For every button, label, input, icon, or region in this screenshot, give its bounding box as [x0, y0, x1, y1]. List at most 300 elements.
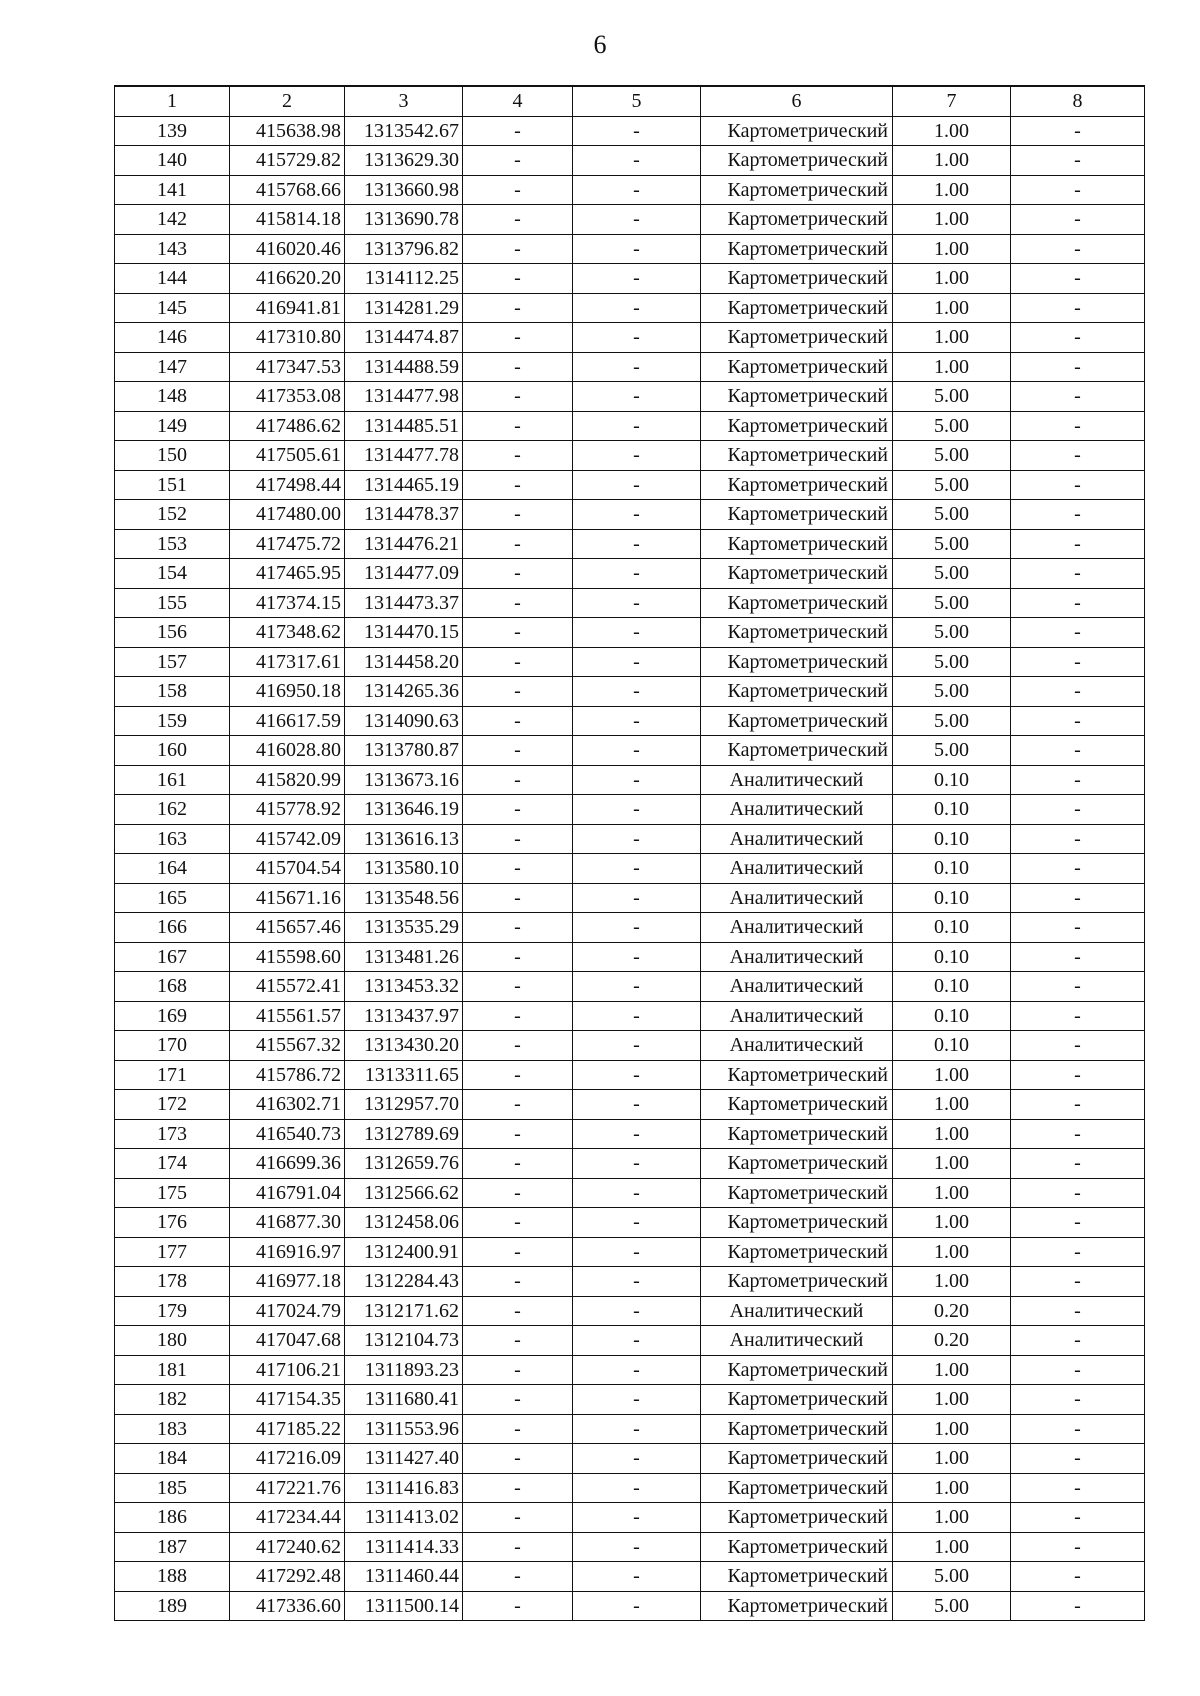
cell-coord-y: 1311427.40 — [345, 1444, 463, 1474]
cell-col-4: - — [463, 1119, 573, 1149]
cell-col-4: - — [463, 706, 573, 736]
cell-method: Картометрический — [701, 1119, 893, 1149]
cell-coord-y: 1311416.83 — [345, 1473, 463, 1503]
cell-coord-x: 417498.44 — [230, 470, 345, 500]
cell-point-number: 163 — [115, 824, 230, 854]
cell-col-5: - — [573, 795, 701, 825]
cell-col-5: - — [573, 1591, 701, 1621]
table-row — [115, 559, 1145, 589]
cell-coord-x: 417486.62 — [230, 411, 345, 441]
cell-method: Картометрический — [701, 1591, 893, 1621]
table-row — [115, 1503, 1145, 1533]
cell-method: Картометрический — [701, 1208, 893, 1238]
cell-col-5: - — [573, 1001, 701, 1031]
cell-accuracy: 5.00 — [893, 411, 1011, 441]
cell-col-5: - — [573, 824, 701, 854]
cell-coord-y: 1313780.87 — [345, 736, 463, 766]
cell-coord-x: 417234.44 — [230, 1503, 345, 1533]
cell-accuracy: 0.10 — [893, 854, 1011, 884]
cell-col-5: - — [573, 1208, 701, 1238]
cell-coord-y: 1314488.59 — [345, 352, 463, 382]
cell-coord-x: 415820.99 — [230, 765, 345, 795]
cell-col-5: - — [573, 382, 701, 412]
cell-point-number: 189 — [115, 1591, 230, 1621]
cell-coord-x: 415704.54 — [230, 854, 345, 884]
cell-coord-x: 417310.80 — [230, 323, 345, 353]
cell-point-number: 165 — [115, 883, 230, 913]
cell-col-8: - — [1011, 1267, 1145, 1297]
cell-coord-x: 416028.80 — [230, 736, 345, 766]
cell-col-5: - — [573, 1562, 701, 1592]
cell-method: Картометрический — [701, 677, 893, 707]
cell-method: Картометрический — [701, 706, 893, 736]
table-row — [115, 264, 1145, 294]
cell-col-5: - — [573, 736, 701, 766]
table-row — [115, 470, 1145, 500]
cell-coord-y: 1314478.37 — [345, 500, 463, 530]
cell-point-number: 144 — [115, 264, 230, 294]
cell-coord-y: 1314265.36 — [345, 677, 463, 707]
cell-coord-x: 417374.15 — [230, 588, 345, 618]
cell-method: Картометрический — [701, 1414, 893, 1444]
table-row — [115, 529, 1145, 559]
cell-accuracy: 1.00 — [893, 146, 1011, 176]
cell-col-8: - — [1011, 1414, 1145, 1444]
cell-col-5: - — [573, 647, 701, 677]
cell-col-8: - — [1011, 264, 1145, 294]
cell-col-8: - — [1011, 1060, 1145, 1090]
cell-col-8: - — [1011, 647, 1145, 677]
cell-accuracy: 1.00 — [893, 1473, 1011, 1503]
table-row — [115, 1385, 1145, 1415]
cell-method: Картометрический — [701, 411, 893, 441]
cell-col-4: - — [463, 1237, 573, 1267]
table-header-row — [115, 86, 1145, 116]
cell-coord-x: 416791.04 — [230, 1178, 345, 1208]
cell-col-5: - — [573, 1296, 701, 1326]
cell-coord-x: 417317.61 — [230, 647, 345, 677]
cell-method: Картометрический — [701, 736, 893, 766]
cell-point-number: 148 — [115, 382, 230, 412]
cell-col-8: - — [1011, 588, 1145, 618]
cell-col-4: - — [463, 1001, 573, 1031]
cell-col-8: - — [1011, 1001, 1145, 1031]
table-row — [115, 1355, 1145, 1385]
cell-col-4: - — [463, 972, 573, 1002]
cell-accuracy: 1.00 — [893, 175, 1011, 205]
cell-coord-y: 1313542.67 — [345, 116, 463, 146]
cell-method: Картометрический — [701, 1060, 893, 1090]
cell-col-5: - — [573, 441, 701, 471]
cell-col-8: - — [1011, 913, 1145, 943]
cell-coord-x: 416540.73 — [230, 1119, 345, 1149]
cell-coord-x: 417106.21 — [230, 1355, 345, 1385]
column-header-5: 5 — [573, 86, 701, 116]
cell-col-4: - — [463, 441, 573, 471]
cell-col-4: - — [463, 146, 573, 176]
cell-accuracy: 1.00 — [893, 116, 1011, 146]
cell-col-5: - — [573, 264, 701, 294]
cell-coord-y: 1314474.87 — [345, 323, 463, 353]
cell-col-5: - — [573, 1532, 701, 1562]
cell-coord-y: 1314473.37 — [345, 588, 463, 618]
cell-coord-x: 416877.30 — [230, 1208, 345, 1238]
cell-col-4: - — [463, 1208, 573, 1238]
cell-coord-y: 1314477.98 — [345, 382, 463, 412]
cell-coord-y: 1313437.97 — [345, 1001, 463, 1031]
cell-method: Картометрический — [701, 559, 893, 589]
cell-col-4: - — [463, 411, 573, 441]
cell-coord-y: 1314458.20 — [345, 647, 463, 677]
cell-col-8: - — [1011, 352, 1145, 382]
cell-point-number: 178 — [115, 1267, 230, 1297]
coordinates-table — [114, 85, 1145, 1621]
table-row — [115, 116, 1145, 146]
cell-coord-y: 1314465.19 — [345, 470, 463, 500]
cell-accuracy: 1.00 — [893, 1532, 1011, 1562]
cell-point-number: 168 — [115, 972, 230, 1002]
cell-col-5: - — [573, 1503, 701, 1533]
cell-coord-y: 1312104.73 — [345, 1326, 463, 1356]
cell-col-8: - — [1011, 382, 1145, 412]
cell-accuracy: 5.00 — [893, 529, 1011, 559]
cell-accuracy: 0.10 — [893, 1031, 1011, 1061]
cell-col-8: - — [1011, 146, 1145, 176]
table-row — [115, 323, 1145, 353]
cell-coord-x: 417047.68 — [230, 1326, 345, 1356]
cell-coord-x: 416977.18 — [230, 1267, 345, 1297]
table-row — [115, 1090, 1145, 1120]
cell-col-5: - — [573, 500, 701, 530]
table-row — [115, 677, 1145, 707]
cell-coord-x: 415742.09 — [230, 824, 345, 854]
cell-point-number: 156 — [115, 618, 230, 648]
cell-coord-x: 417465.95 — [230, 559, 345, 589]
table-row — [115, 1326, 1145, 1356]
cell-col-5: - — [573, 588, 701, 618]
cell-col-4: - — [463, 352, 573, 382]
cell-method: Картометрический — [701, 1532, 893, 1562]
cell-col-8: - — [1011, 1503, 1145, 1533]
cell-accuracy: 0.10 — [893, 913, 1011, 943]
table-row — [115, 1267, 1145, 1297]
cell-col-5: - — [573, 234, 701, 264]
table-row — [115, 1031, 1145, 1061]
cell-coord-x: 417347.53 — [230, 352, 345, 382]
cell-method: Картометрический — [701, 529, 893, 559]
table-row — [115, 588, 1145, 618]
cell-accuracy: 5.00 — [893, 382, 1011, 412]
cell-coord-x: 417216.09 — [230, 1444, 345, 1474]
cell-coord-x: 416950.18 — [230, 677, 345, 707]
cell-col-8: - — [1011, 323, 1145, 353]
cell-accuracy: 0.10 — [893, 765, 1011, 795]
cell-point-number: 183 — [115, 1414, 230, 1444]
cell-accuracy: 0.10 — [893, 824, 1011, 854]
cell-col-8: - — [1011, 293, 1145, 323]
cell-coord-x: 417480.00 — [230, 500, 345, 530]
cell-method: Аналитический — [701, 765, 893, 795]
cell-col-5: - — [573, 1178, 701, 1208]
cell-point-number: 139 — [115, 116, 230, 146]
cell-method: Картометрический — [701, 205, 893, 235]
cell-col-8: - — [1011, 883, 1145, 913]
cell-point-number: 188 — [115, 1562, 230, 1592]
table-row — [115, 1444, 1145, 1474]
cell-col-4: - — [463, 1326, 573, 1356]
cell-point-number: 181 — [115, 1355, 230, 1385]
cell-col-4: - — [463, 1503, 573, 1533]
cell-col-8: - — [1011, 972, 1145, 1002]
cell-point-number: 161 — [115, 765, 230, 795]
column-header-8: 8 — [1011, 86, 1145, 116]
cell-col-8: - — [1011, 824, 1145, 854]
cell-point-number: 154 — [115, 559, 230, 589]
cell-coord-x: 417221.76 — [230, 1473, 345, 1503]
cell-method: Картометрический — [701, 382, 893, 412]
table-row — [115, 854, 1145, 884]
cell-point-number: 171 — [115, 1060, 230, 1090]
cell-col-8: - — [1011, 1562, 1145, 1592]
cell-point-number: 153 — [115, 529, 230, 559]
cell-coord-y: 1312659.76 — [345, 1149, 463, 1179]
cell-coord-y: 1313796.82 — [345, 234, 463, 264]
cell-col-4: - — [463, 883, 573, 913]
cell-coord-x: 416916.97 — [230, 1237, 345, 1267]
cell-method: Картометрический — [701, 1149, 893, 1179]
cell-col-5: - — [573, 116, 701, 146]
cell-accuracy: 5.00 — [893, 647, 1011, 677]
cell-coord-x: 417336.60 — [230, 1591, 345, 1621]
table-row — [115, 618, 1145, 648]
cell-method: Картометрический — [701, 1473, 893, 1503]
cell-method: Картометрический — [701, 1090, 893, 1120]
cell-col-4: - — [463, 765, 573, 795]
cell-coord-y: 1313629.30 — [345, 146, 463, 176]
cell-accuracy: 0.20 — [893, 1296, 1011, 1326]
cell-coord-x: 416020.46 — [230, 234, 345, 264]
cell-col-5: - — [573, 972, 701, 1002]
cell-col-5: - — [573, 323, 701, 353]
cell-coord-x: 417348.62 — [230, 618, 345, 648]
cell-point-number: 152 — [115, 500, 230, 530]
cell-point-number: 179 — [115, 1296, 230, 1326]
cell-coord-y: 1311414.33 — [345, 1532, 463, 1562]
cell-col-4: - — [463, 1267, 573, 1297]
cell-point-number: 175 — [115, 1178, 230, 1208]
column-header-1: 1 — [115, 86, 230, 116]
table-row — [115, 441, 1145, 471]
cell-coord-x: 416617.59 — [230, 706, 345, 736]
table-row — [115, 1208, 1145, 1238]
cell-col-8: - — [1011, 1385, 1145, 1415]
cell-accuracy: 1.00 — [893, 293, 1011, 323]
cell-coord-y: 1313535.29 — [345, 913, 463, 943]
cell-coord-x: 416699.36 — [230, 1149, 345, 1179]
cell-col-8: - — [1011, 1444, 1145, 1474]
cell-coord-y: 1314112.25 — [345, 264, 463, 294]
cell-col-8: - — [1011, 1532, 1145, 1562]
cell-method: Картометрический — [701, 1355, 893, 1385]
cell-coord-x: 415786.72 — [230, 1060, 345, 1090]
cell-coord-y: 1313430.20 — [345, 1031, 463, 1061]
cell-col-4: - — [463, 618, 573, 648]
cell-coord-x: 417185.22 — [230, 1414, 345, 1444]
cell-col-4: - — [463, 795, 573, 825]
cell-col-4: - — [463, 942, 573, 972]
cell-method: Аналитический — [701, 913, 893, 943]
cell-accuracy: 1.00 — [893, 1385, 1011, 1415]
cell-coord-x: 415572.41 — [230, 972, 345, 1002]
cell-accuracy: 0.20 — [893, 1326, 1011, 1356]
cell-coord-y: 1311680.41 — [345, 1385, 463, 1415]
cell-method: Картометрический — [701, 470, 893, 500]
cell-coord-x: 415814.18 — [230, 205, 345, 235]
cell-point-number: 177 — [115, 1237, 230, 1267]
cell-col-5: - — [573, 1355, 701, 1385]
cell-col-5: - — [573, 1326, 701, 1356]
cell-coord-y: 1314477.78 — [345, 441, 463, 471]
cell-col-8: - — [1011, 1326, 1145, 1356]
cell-accuracy: 1.00 — [893, 1060, 1011, 1090]
cell-point-number: 146 — [115, 323, 230, 353]
cell-col-5: - — [573, 1444, 701, 1474]
table-row — [115, 647, 1145, 677]
table-row — [115, 706, 1145, 736]
cell-col-4: - — [463, 323, 573, 353]
cell-col-8: - — [1011, 706, 1145, 736]
cell-method: Картометрический — [701, 588, 893, 618]
column-header-2: 2 — [230, 86, 345, 116]
cell-col-4: - — [463, 1444, 573, 1474]
cell-accuracy: 5.00 — [893, 618, 1011, 648]
cell-col-4: - — [463, 1562, 573, 1592]
cell-col-4: - — [463, 1031, 573, 1061]
cell-coord-y: 1311893.23 — [345, 1355, 463, 1385]
cell-point-number: 157 — [115, 647, 230, 677]
cell-method: Картометрический — [701, 264, 893, 294]
cell-col-5: - — [573, 1060, 701, 1090]
cell-accuracy: 5.00 — [893, 736, 1011, 766]
cell-col-4: - — [463, 913, 573, 943]
cell-coord-y: 1313690.78 — [345, 205, 463, 235]
cell-accuracy: 5.00 — [893, 470, 1011, 500]
cell-col-8: - — [1011, 529, 1145, 559]
cell-col-5: - — [573, 1090, 701, 1120]
table-row — [115, 1001, 1145, 1031]
cell-method: Картометрический — [701, 441, 893, 471]
cell-point-number: 167 — [115, 942, 230, 972]
cell-col-8: - — [1011, 1090, 1145, 1120]
cell-accuracy: 0.10 — [893, 972, 1011, 1002]
cell-col-5: - — [573, 293, 701, 323]
column-header-6: 6 — [701, 86, 893, 116]
cell-col-8: - — [1011, 500, 1145, 530]
cell-col-8: - — [1011, 1178, 1145, 1208]
table-row — [115, 205, 1145, 235]
cell-point-number: 149 — [115, 411, 230, 441]
table-row — [115, 234, 1145, 264]
cell-coord-y: 1314470.15 — [345, 618, 463, 648]
cell-coord-y: 1312458.06 — [345, 1208, 463, 1238]
cell-coord-x: 415567.32 — [230, 1031, 345, 1061]
cell-method: Аналитический — [701, 883, 893, 913]
cell-point-number: 150 — [115, 441, 230, 471]
cell-coord-x: 415638.98 — [230, 116, 345, 146]
cell-coord-y: 1312566.62 — [345, 1178, 463, 1208]
cell-col-5: - — [573, 942, 701, 972]
cell-point-number: 170 — [115, 1031, 230, 1061]
cell-col-5: - — [573, 765, 701, 795]
cell-col-5: - — [573, 146, 701, 176]
cell-point-number: 182 — [115, 1385, 230, 1415]
cell-accuracy: 1.00 — [893, 1149, 1011, 1179]
cell-col-4: - — [463, 1296, 573, 1326]
cell-coord-y: 1313453.32 — [345, 972, 463, 1002]
cell-col-8: - — [1011, 942, 1145, 972]
cell-accuracy: 0.10 — [893, 1001, 1011, 1031]
cell-accuracy: 1.00 — [893, 1208, 1011, 1238]
cell-col-8: - — [1011, 1237, 1145, 1267]
cell-coord-y: 1313646.19 — [345, 795, 463, 825]
table-row — [115, 175, 1145, 205]
cell-point-number: 140 — [115, 146, 230, 176]
cell-coord-x: 415657.46 — [230, 913, 345, 943]
cell-accuracy: 1.00 — [893, 1178, 1011, 1208]
cell-accuracy: 5.00 — [893, 588, 1011, 618]
table-row — [115, 883, 1145, 913]
cell-col-4: - — [463, 264, 573, 294]
cell-col-4: - — [463, 1178, 573, 1208]
cell-col-5: - — [573, 1267, 701, 1297]
cell-col-5: - — [573, 1473, 701, 1503]
cell-method: Картометрический — [701, 175, 893, 205]
cell-coord-x: 416302.71 — [230, 1090, 345, 1120]
cell-coord-y: 1311460.44 — [345, 1562, 463, 1592]
cell-coord-x: 417024.79 — [230, 1296, 345, 1326]
cell-coord-x: 417292.48 — [230, 1562, 345, 1592]
cell-coord-x: 416620.20 — [230, 264, 345, 294]
cell-method: Картометрический — [701, 352, 893, 382]
cell-col-5: - — [573, 1119, 701, 1149]
table-row — [115, 146, 1145, 176]
table-row — [115, 913, 1145, 943]
cell-point-number: 147 — [115, 352, 230, 382]
cell-point-number: 174 — [115, 1149, 230, 1179]
cell-point-number: 184 — [115, 1444, 230, 1474]
cell-col-5: - — [573, 1385, 701, 1415]
cell-col-4: - — [463, 234, 573, 264]
cell-col-4: - — [463, 205, 573, 235]
cell-col-8: - — [1011, 411, 1145, 441]
cell-method: Аналитический — [701, 854, 893, 884]
cell-col-4: - — [463, 1355, 573, 1385]
cell-col-5: - — [573, 205, 701, 235]
cell-method: Аналитический — [701, 1001, 893, 1031]
cell-col-4: - — [463, 1060, 573, 1090]
cell-col-5: - — [573, 1149, 701, 1179]
cell-col-8: - — [1011, 470, 1145, 500]
cell-col-5: - — [573, 677, 701, 707]
table-row — [115, 1562, 1145, 1592]
cell-accuracy: 5.00 — [893, 1562, 1011, 1592]
cell-col-4: - — [463, 1149, 573, 1179]
cell-coord-x: 417353.08 — [230, 382, 345, 412]
cell-coord-y: 1311500.14 — [345, 1591, 463, 1621]
cell-col-8: - — [1011, 1473, 1145, 1503]
cell-coord-y: 1314476.21 — [345, 529, 463, 559]
cell-col-8: - — [1011, 1031, 1145, 1061]
